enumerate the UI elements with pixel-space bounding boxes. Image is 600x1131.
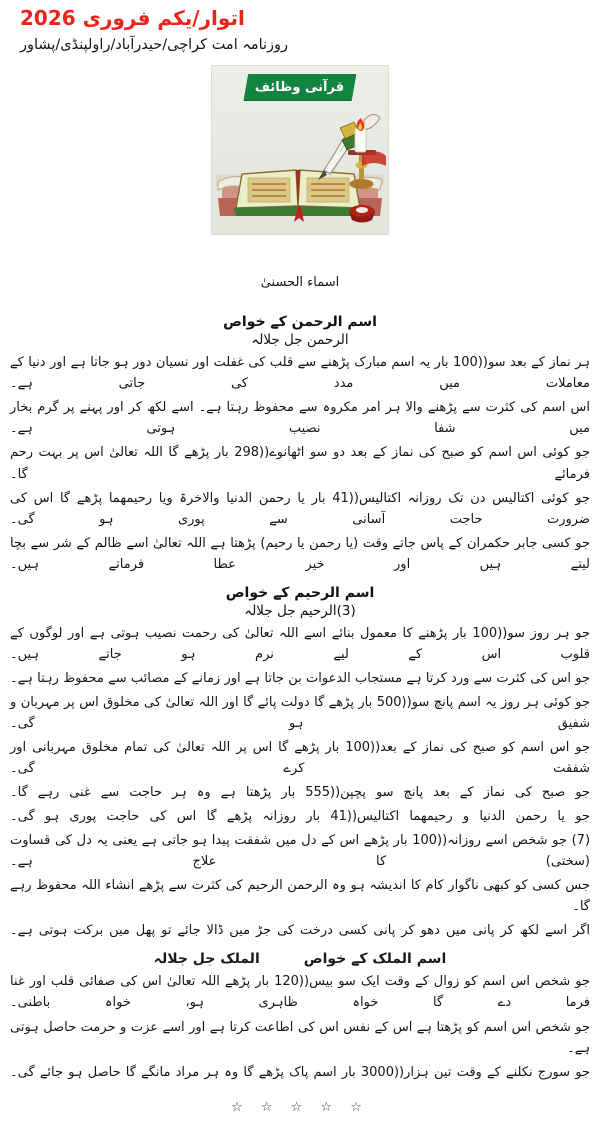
- footer-star-divider: ☆ ☆ ☆ ☆ ☆: [231, 1099, 369, 1115]
- section-heading: اسم الملک کے خواص: [303, 951, 447, 968]
- paragraph: جو کسی جابر حکمران کے پاس جاتے وقت (یا رحمن یا رحیم) پڑھتا ہے اللہ تعالیٰ اسے ظالم کے شر سے بچا لیتے ہیں اور خیر عطا فرماتے ہیں۔: [10, 535, 590, 572]
- paragraph: (7) جو شخص اسے روزانہ((100 بار پڑھے اس کے دل میں شفقت پیدا ہو جاتی ہے یعنی یہ دل کی قساوت (سختی) کا علاج ہے۔: [10, 833, 591, 870]
- article-body: [10, 304, 590, 1085]
- paragraph: جو یا رحمن الدنیا و رحیمھما اکتالیس((41 بار روزانہ پڑھے گا اس کی حاجت پوری ہو گی۔: [10, 809, 590, 825]
- publication-editions-line: روزنامہ امت کراچی/حیدرآباد/راولپنڈی/پشاور: [20, 37, 289, 53]
- paragraph: جو کوئی اکتالیس دن تک روزانہ اکتالیس((41 بار یا رحمن الدنیا والاخرۃ ویا رحیمھما پڑھے گا اس کی ضرورت حاجت آسانی سے پوری ہو گی۔: [10, 490, 590, 527]
- paragraph: اس اسم کی کثرت سے پڑھنے والا ہر امر مکروہ سے محفوظ رہتا ہے۔ اسے لکھ کر اور پہنے پر گرم بخار میں شفا نصیب ہوتی ہے۔: [10, 400, 590, 437]
- paragraph: جو کوئی اس اسم کو صبح کی نماز کے بعد دو سو اٹھانوے((298 بار پڑھے گا اللہ تعالیٰ اس پر بہت رحم فرمائے گا۔: [10, 445, 591, 482]
- article-illustration: [211, 65, 389, 235]
- paragraph: جو شخص اس اسم کو پڑھتا ہے اس کے نفس اس کی اطاعت کرتا ہے اور اسے عزت و حرمت حاصل ہوتی ہے۔: [10, 1019, 590, 1056]
- section-heading-secondary: الملک جل جلالہ: [153, 951, 260, 968]
- paragraph: جو ہر روز سو((100 بار پڑھنے کا معمول بنائے اسے اللہ تعالیٰ کی رحمت نصیب ہوتی ہے اور لوگوں کے قلوب اس کے لیے نرم ہو جاتے ہیں۔: [10, 625, 590, 662]
- paragraph: جس کسی کو کبھی ناگوار کام کا اندیشہ ہو وہ الرحمن الرحیم کی کثرت سے پڑھے انشاء اللہ محفوظ رہے گا۔: [10, 878, 590, 915]
- paragraph: جو سورج نکلنے کے وقت تین ہزار((3000 بار اسم پاک پڑھے گا وہ ہر مراد مانگے گا حاصل ہو جائے گی۔: [10, 1064, 591, 1080]
- article-illustration-wrap: [10, 65, 590, 235]
- section-heading: اسم الرحیم کے خواص: [225, 584, 375, 601]
- issue-date: اتوار/یکم فروری 2026: [20, 6, 245, 30]
- byline-author: اسماء الحسنیٰ: [260, 275, 340, 291]
- paragraph: جو صبح کی نماز کے بعد پانچ سو پچپن((555 بار پڑھتا ہے وہ ہر حاجت سے غنی رہے گا۔: [10, 785, 590, 801]
- paragraph: جو شخص اس اسم کو زوال کے وقت ایک سو بیس((120 بار پڑھے اللہ تعالیٰ اس کی صفائی قلب اور غنا فرما دے گا خواہ ظاہری ہو، خواہ باطنی۔: [10, 974, 590, 1011]
- section-heading: اسم الرحمن کے خواص: [223, 314, 377, 331]
- paragraph: جو اس اسم کو صبح کی نماز کے بعد((100 بار پڑھے گا اس پر اللہ تعالیٰ کی تمام مخلوق مہربانی اور شفقت کرے گی۔: [10, 740, 590, 777]
- section-subheading: الرحمن جل جلالہ: [251, 332, 349, 349]
- section-heading-row: [10, 951, 590, 967]
- illustration-banner: [244, 74, 357, 100]
- section-al-malik: [10, 951, 590, 1082]
- paragraph: جو کوئی ہر روز یہ اسم پانچ سو((500 بار پڑھے گا دولت پائے گا اور اللہ تعالیٰ کی مخلوق اس پر مہربان و شفیق ہو گی۔: [10, 694, 590, 731]
- illustration-banner-title: قرآنی وظائف: [255, 79, 345, 95]
- section-ar-raheem: [10, 585, 590, 942]
- paragraph: جو اس کی کثرت سے ورد کرتا ہے مستجاب الدعوات بن جاتا ہے اور زمانے کے مصائب سے محفوظ رہتا ہے۔: [10, 670, 590, 686]
- paragraph: ہر نماز کے بعد سو((100 بار یہ اسم مبارک پڑھنے سے قلب کی غفلت اور نسیان دور ہو جاتا ہے اور دنیا کے معاملات میں مدد کی جاتی ہے۔: [10, 355, 590, 392]
- paragraph: اگر اسے لکھ کر پانی میں دھو کر پانی کسی درخت کی جڑ میں ڈالا جائے تو پھل میں برکت ہوتی ہے۔: [10, 923, 590, 939]
- masthead: [10, 6, 590, 55]
- section-subheading: (3)الرحیم جل جلالہ: [244, 602, 356, 619]
- section-ar-rahman: [10, 314, 590, 574]
